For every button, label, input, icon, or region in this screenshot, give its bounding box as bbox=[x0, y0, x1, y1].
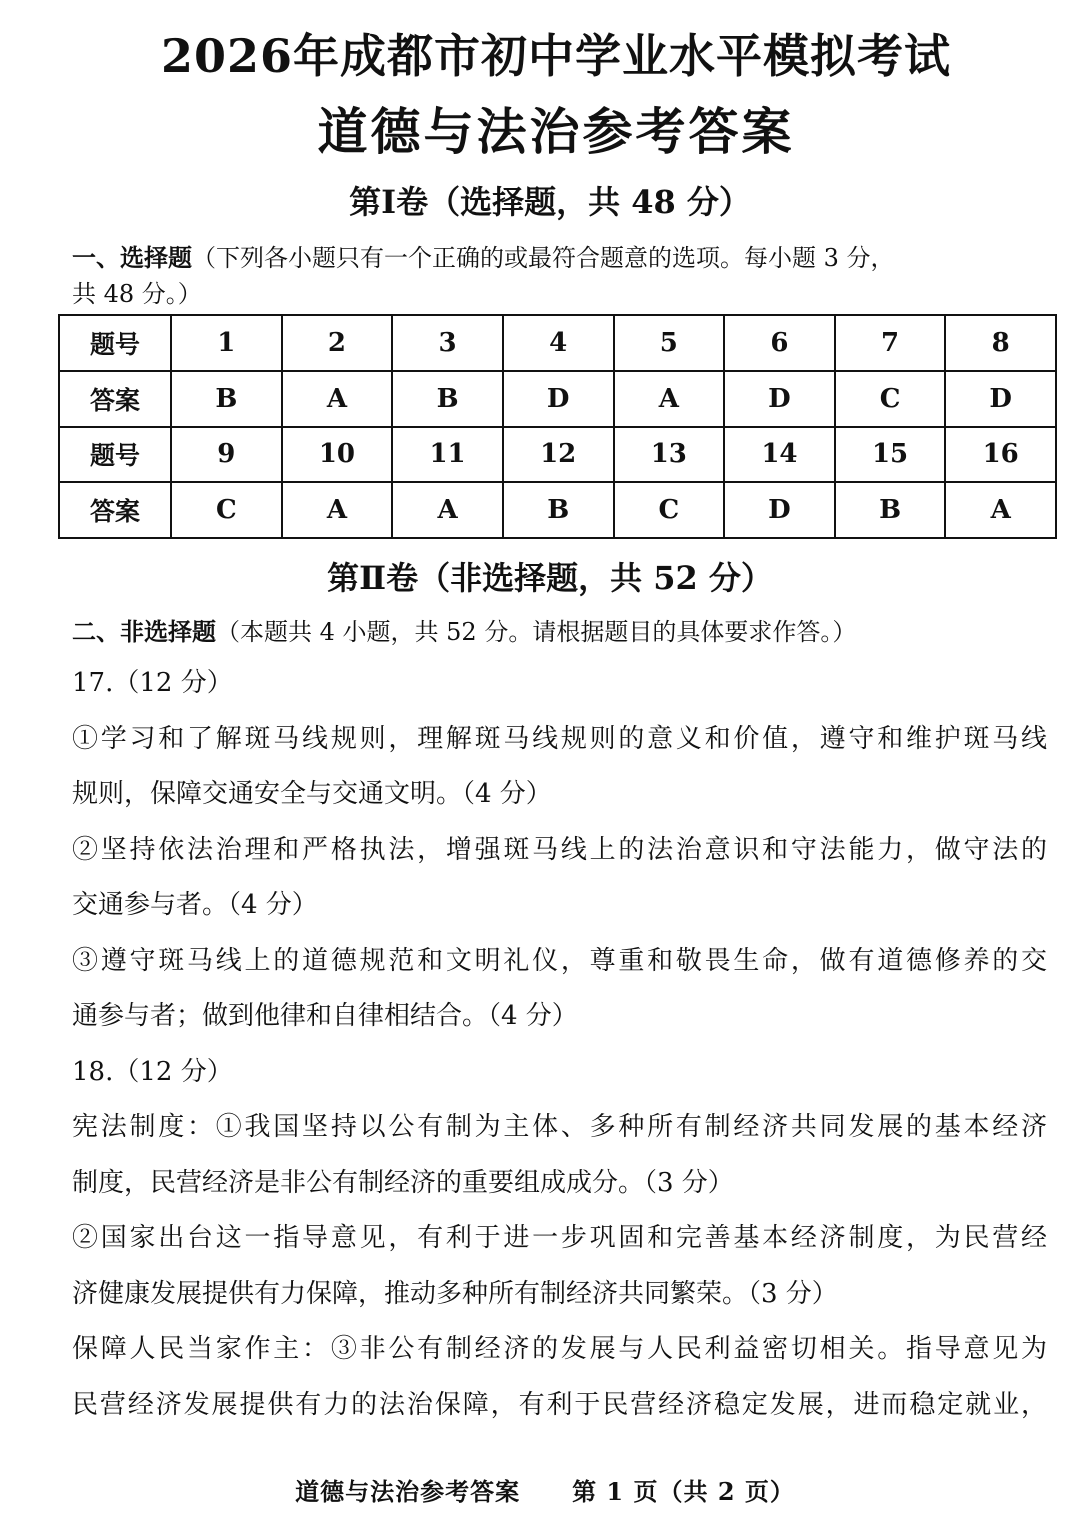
q18-line: 宪法制度：①我国坚持以公有制为主体、多种所有制经济共同发展的基本经济 bbox=[72, 1112, 1047, 1142]
row-label-answer: 答案 bbox=[59, 371, 171, 427]
answer-cell: D bbox=[503, 371, 614, 427]
answer-cell: A bbox=[282, 482, 393, 538]
question-number: 13 bbox=[614, 427, 725, 483]
answer-cell: B bbox=[171, 371, 282, 427]
q18-line: 济健康发展提供有力保障，推动多种所有制经济共同繁荣。（3 分） bbox=[72, 1278, 838, 1309]
table-row bbox=[59, 315, 1056, 371]
document-subtitle: 道德与法治参考答案 bbox=[317, 103, 795, 161]
part2-title: 第Ⅱ卷（非选择题，共 52 分） bbox=[327, 559, 773, 597]
footer-doc-name: 道德与法治参考答案 bbox=[295, 1477, 521, 1506]
answer-cell: B bbox=[835, 482, 946, 538]
answer-cell: C bbox=[171, 482, 282, 538]
q18-line: 保障人民当家作主：③非公有制经济的发展与人民利益密切相关。指导意见为 bbox=[72, 1334, 1047, 1364]
answer-cell: A bbox=[282, 371, 393, 427]
section1-heading bbox=[72, 240, 1047, 312]
question-number: 16 bbox=[945, 427, 1056, 483]
answer-cell: B bbox=[503, 482, 614, 538]
question-number: 1 bbox=[171, 315, 282, 371]
q17-line: 规则，保障交通安全与交通文明。（4 分） bbox=[72, 779, 552, 809]
q17-line: ①学习和了解斑马线规则，理解斑马线规则的意义和价值，遵守和维护斑马线 bbox=[72, 723, 1047, 754]
table-row bbox=[59, 427, 1056, 483]
section1-label: 一、选择题 bbox=[72, 243, 192, 272]
question-number: 15 bbox=[835, 427, 946, 483]
q17-line: 通参与者；做到他律和自律相结合。（4 分） bbox=[72, 1001, 578, 1031]
answer-cell: A bbox=[945, 482, 1056, 538]
page-footer bbox=[0, 1474, 1080, 1510]
question-number: 4 bbox=[503, 315, 614, 371]
q17-heading: 17.（12 分） bbox=[72, 668, 233, 698]
answer-cell: C bbox=[835, 371, 946, 427]
q18-line: ②国家出台这一指导意见，有利于进一步巩固和完善基本经济制度，为民营经 bbox=[72, 1223, 1047, 1253]
answer-cell: A bbox=[614, 371, 725, 427]
row-label-number: 题号 bbox=[59, 315, 171, 371]
row-label-answer: 答案 bbox=[59, 482, 171, 538]
q17-line: ②坚持依法治理和严格执法，增强斑马线上的法治意识和守法能力，做守法的 bbox=[72, 834, 1047, 865]
question-number: 8 bbox=[945, 315, 1056, 371]
answer-cell: D bbox=[945, 371, 1056, 427]
answer-cell: D bbox=[724, 371, 835, 427]
question-number: 3 bbox=[392, 315, 503, 371]
q18-line: 民营经济发展提供有力的法治保障，有利于民营经济稳定发展，进而稳定就业， bbox=[72, 1389, 1047, 1420]
section2-label: 二、非选择题 bbox=[72, 617, 216, 646]
question-number: 14 bbox=[724, 427, 835, 483]
answer-table bbox=[58, 314, 1057, 539]
row-label-number: 题号 bbox=[59, 427, 171, 483]
question-number: 9 bbox=[171, 427, 282, 483]
exam-title: 2026年成都市初中学业水平模拟考试 bbox=[160, 29, 952, 83]
part1-title: 第Ⅰ卷（选择题，共 48 分） bbox=[349, 183, 751, 221]
question-number: 7 bbox=[835, 315, 946, 371]
q18-heading: 18.（12 分） bbox=[72, 1056, 233, 1087]
question-number: 2 bbox=[282, 315, 393, 371]
question-number: 11 bbox=[392, 427, 503, 483]
q17-line: ③遵守斑马线上的道德规范和文明礼仪，尊重和敬畏生命，做有道德修养的交 bbox=[72, 945, 1047, 976]
footer-page-info: 第 1 页（共 2 页） bbox=[572, 1477, 795, 1506]
question-number: 6 bbox=[724, 315, 835, 371]
question-number: 10 bbox=[282, 427, 393, 483]
answer-cell: C bbox=[614, 482, 725, 538]
q18-line: 制度，民营经济是非公有制经济的重要组成成分。（3 分） bbox=[72, 1167, 734, 1198]
table-row bbox=[59, 371, 1056, 427]
answer-cell: D bbox=[724, 482, 835, 538]
section1-note-line2: 共 48 分。） bbox=[72, 280, 202, 308]
answer-cell: B bbox=[392, 371, 503, 427]
section2-heading bbox=[72, 614, 1047, 650]
question-number: 12 bbox=[503, 427, 614, 483]
q17-line: 交通参与者。（4 分） bbox=[72, 890, 318, 920]
table-row bbox=[59, 482, 1056, 538]
section1-note-line1: （下列各小题只有一个正确的或最符合题意的选项。每小题 3 分， bbox=[192, 244, 895, 272]
answer-body bbox=[72, 656, 1047, 1433]
section2-note: （本题共 4 小题，共 52 分。请根据题目的具体要求作答。） bbox=[216, 618, 857, 646]
question-number: 5 bbox=[614, 315, 725, 371]
answer-cell: A bbox=[392, 482, 503, 538]
